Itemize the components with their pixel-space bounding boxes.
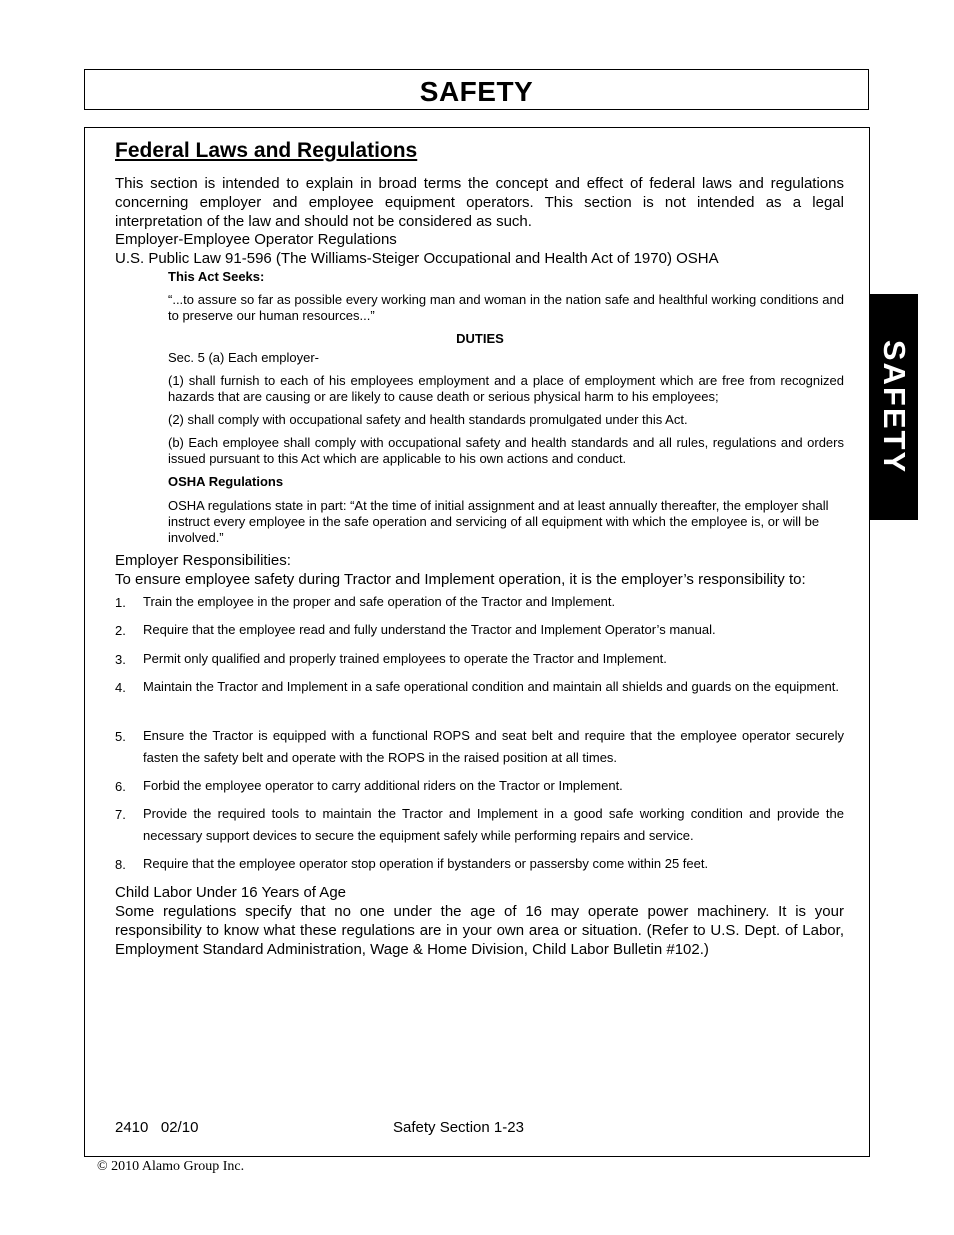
responsibilities-intro: To ensure employee safety during Tractor and Implement operation, it is the employer’s responsibility to: bbox=[115, 571, 806, 588]
act-seeks-heading: This Act Seeks: bbox=[168, 269, 265, 284]
section-side-tab bbox=[869, 294, 918, 520]
copyright-notice: © 2010 Alamo Group Inc. bbox=[97, 1159, 245, 1174]
list-item-number: 5. bbox=[115, 729, 126, 744]
list-item-number: 6. bbox=[115, 779, 126, 794]
list-item-number: 7. bbox=[115, 807, 126, 822]
duty-2: (2) shall comply with occupational safety and health standards promulgated under this Act. bbox=[168, 412, 688, 427]
list-item: Require that the employee operator stop operation if bystanders or passersby come within 25 feet. bbox=[143, 856, 709, 871]
list-item-number: 2. bbox=[115, 623, 126, 638]
list-item-number: 8. bbox=[115, 857, 126, 872]
list-item-number: 1. bbox=[115, 595, 126, 610]
responsibilities-heading: Employer Responsibilities: bbox=[115, 552, 291, 569]
side-tab-label: SAFETY bbox=[876, 339, 912, 475]
subheading-employer-employee: Employer-Employee Operator Regulations bbox=[115, 231, 397, 248]
child-labor-text: Some regulations specify that no one under the age of 16 may operate power machinery. It is your responsibility to know what these regulations are in your own area or situation. (Refer to U.S. Dept. of Labor, Employment Standard Administration, Wage & Home Division, Child Labor Bulletin #102.) bbox=[115, 903, 844, 958]
list-item: Permit only qualified and properly trained employees to operate the Tractor and Implement. bbox=[143, 651, 667, 666]
sec5-text: Sec. 5 (a) Each employer- bbox=[168, 350, 320, 365]
page-header bbox=[84, 69, 869, 110]
osha-heading: OSHA Regulations bbox=[168, 474, 284, 489]
osha-text: OSHA regulations state in part: “At the time of initial assignment and at least annually thereafter, the employer shall instruct every employee in the safe operation and servicing of all equipment with which the employee is, or will be involved.” bbox=[168, 498, 829, 545]
list-item: Train the employee in the proper and safe operation of the Tractor and Implement. bbox=[143, 594, 616, 609]
list-item-number: 3. bbox=[115, 652, 126, 667]
duty-1: (1) shall furnish to each of his employees employment and a place of employment which are free from recognized hazards that are causing or are likely to cause death or serious physical harm to his employees; bbox=[168, 373, 844, 404]
header-title: SAFETY bbox=[419, 76, 534, 107]
duty-b: (b) Each employee shall comply with occupational safety and health standards and all rules, regulations and orders issued pursuant to this Act which are applicable to his own actions and conduct. bbox=[168, 435, 844, 466]
list-item: Provide the required tools to maintain the Tractor and Implement in a good safe working condition and provide the necessary support devices to secure the equipment safely while performing repairs and service. bbox=[143, 806, 844, 843]
act-seeks-quote: “...to assure so far as possible every working man and woman in the nation safe and healthful working conditions and to preserve our human resources...” bbox=[168, 292, 844, 323]
footer-page-label: Safety Section 1-23 bbox=[393, 1119, 524, 1136]
intro-paragraph: This section is intended to explain in broad terms the concept and effect of federal laws and regulations concerning employer and employee equipment operators. This section is not intended as a legal interpretation of the law and should not be considered as such. bbox=[115, 175, 844, 230]
list-item: Maintain the Tractor and Implement in a safe operational condition and maintain all shields and guards on the equipment. bbox=[143, 679, 839, 694]
section-title: Federal Laws and Regulations bbox=[115, 139, 418, 162]
child-labor-heading: Child Labor Under 16 Years of Age bbox=[115, 884, 346, 901]
list-item: Ensure the Tractor is equipped with a functional ROPS and seat belt and require that the employee operator securely fasten the safety belt and operate with the ROPS in the raised position at all times. bbox=[143, 728, 844, 765]
list-item-number: 4. bbox=[115, 680, 126, 695]
footer-model-date: 2410 02/10 bbox=[115, 1119, 199, 1136]
duties-heading: DUTIES bbox=[456, 331, 504, 346]
list-item: Require that the employee read and fully understand the Tractor and Implement Operator’s manual. bbox=[143, 622, 716, 637]
subheading-public-law: U.S. Public Law 91-596 (The Williams-Steiger Occupational and Health Act of 1970) OSHA bbox=[115, 250, 719, 267]
list-item: Forbid the employee operator to carry additional riders on the Tractor or Implement. bbox=[143, 778, 623, 793]
